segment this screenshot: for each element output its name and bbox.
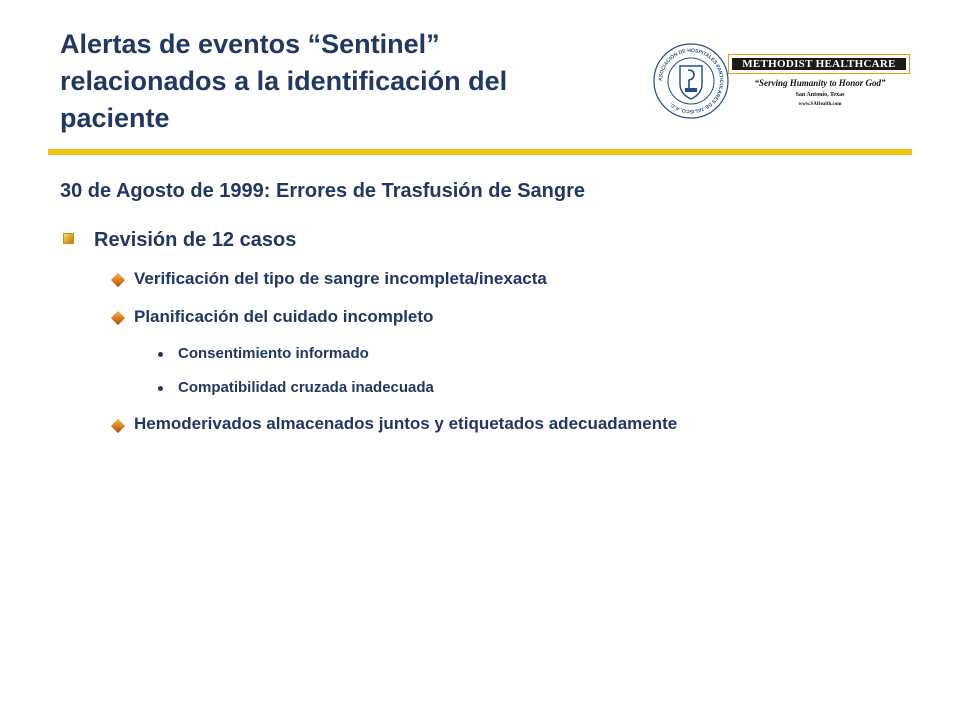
logo-tagline: “Serving Humanity to Honor God” [754, 78, 886, 88]
dot-bullet-icon [158, 352, 163, 357]
level4-item: Consentimiento informado [178, 345, 369, 362]
diamond-bullet-icon [111, 311, 125, 325]
dot-bullet-icon [158, 386, 163, 391]
diamond-bullet-icon [111, 273, 125, 287]
level3-item: Verificación del tipo de sangre incompleta/inexacta [134, 269, 547, 288]
title-line: Alertas de eventos “Sentinel” [60, 29, 440, 59]
methodist-healthcare-logo [728, 54, 912, 126]
level4-item: Compatibilidad cruzada inadecuada [178, 379, 434, 396]
title-line: paciente [60, 103, 170, 133]
level2-item: Revisión de 12 casos [94, 229, 297, 251]
logo-website: www.SAHealth.com [798, 102, 842, 107]
title-divider [48, 149, 912, 155]
level3-item: Planificación del cuidado incompleto [134, 307, 434, 326]
association-seal-icon [652, 42, 730, 120]
level3-item: Hemoderivados almacenados juntos y etiquetados adecuadamente [134, 414, 678, 433]
diamond-bullet-icon [111, 419, 125, 433]
seal-ring-text: ASOCIACIÓN DE HOSPITALES PARTICULARES DE JALISCO, A.C. [657, 47, 725, 115]
square-bullet-icon [63, 233, 74, 244]
title-line: relacionados a la identificación del [60, 66, 508, 96]
logo-city: San Antonio, Texas [795, 92, 845, 98]
slide-title [60, 26, 620, 137]
content-heading: 30 de Agosto de 1999: Errores de Trasfusión de Sangre [60, 180, 585, 202]
logo-name-box [728, 54, 910, 74]
logo-name: METHODIST HEALTHCARE [732, 58, 906, 70]
